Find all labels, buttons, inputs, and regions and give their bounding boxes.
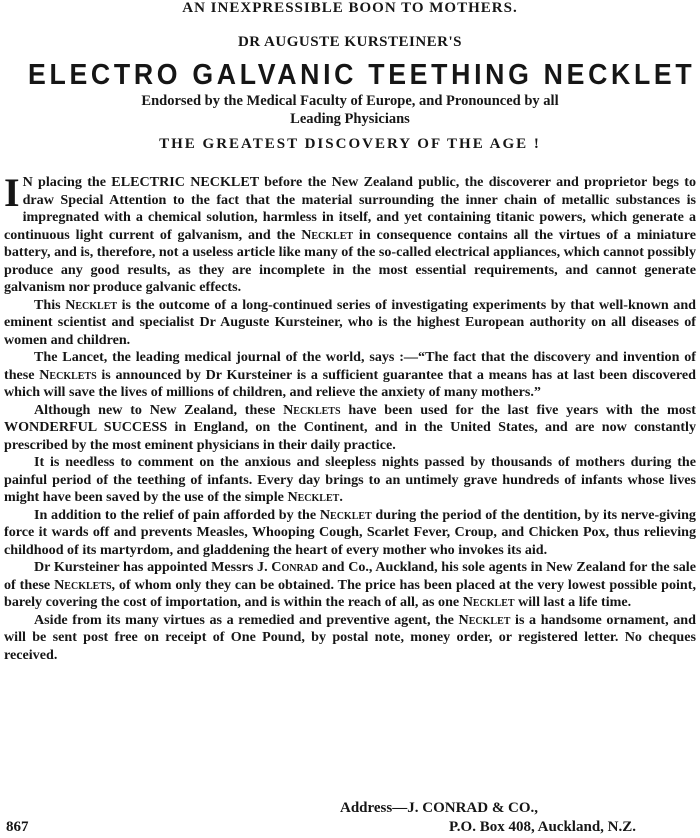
endorsement-line-2: Leading Physicians <box>290 111 410 127</box>
slogan: THE GREATEST DISCOVERY OF THE AGE ! <box>159 136 541 152</box>
product-title: ELECTRO GALVANIC TEETHING NECKLET <box>28 59 696 91</box>
ad-reference-number: 867 <box>6 819 29 835</box>
paragraph-origin: This Necklet is the outcome of a long-continued series of investigating experiments by that well-known and eminent scientist and specialist Dr Auguste Kursteiner, who is the highest European authority on all diseases of women and children. <box>4 296 696 348</box>
paragraph-lancet: The Lancet, the leading medical journal of the world, says :—“The fact that the discovery and invention of these Necklets is announced by Dr Kursteiner is a sufficient guarantee that a means has at last been discovered which will save the lives of millions of children, and relieve the anxiety of many mothers.” <box>4 349 696 400</box>
address-line: Address—J. CONRAD & CO., <box>340 800 539 816</box>
paragraph-relief: In addition to the relief of pain afforded by the Necklet during the period of the dentition, by its nerve-giving force it wards off and prevents Measles, Whooping Cough, Scarlet Fever, Croup, and Chicken Pox, thus relieving childhood of its martyrdom, and gladdening the heart of every mother who invokes its aid. <box>4 506 696 558</box>
paragraph-mothers: It is needless to comment on the anxious and sleepless nights passed by thousands of mothers during the painful period of the teething of infants. Every day brings to an untimely grave hundreds of infants whose lives might have been saved by the use of the simple Necklet. <box>4 454 696 505</box>
drop-cap: I <box>4 170 20 215</box>
paragraph-ornament: Aside from its many virtues as a remedied and preventive agent, the Necklet is a handsome ornament, and will be sent post free on receipt of One Pound, by postal note, money order, or registered letter. No cheques received. <box>4 611 696 663</box>
paragraph-success: Although new to New Zealand, these Necklets have been used for the last five years with the most WONDERFUL SUCCESS in England, on the Continent, and in the United States, and are now constantly prescribed by the most eminent physicians in their daily practice. <box>4 401 696 453</box>
advert-body <box>4 170 696 664</box>
paragraph-intro: I N placing the ELECTRIC NECKLET before the New Zealand public, the discoverer and proprietor begs to draw Special Attention to the fact that the material surrounding the inner chain of metallic substances is impregnated with a chemical solution, harmless in itself, and yet containing titanic powers, which generate a continuous light current of galvanism, and the Necklet in consequence contains all the virtues of a miniature battery, and is, therefore, not a useless article like many of the so-called electrical appliances, which cannot possibly produce any good results, as they are incomplete in the most essential requirements, and cannot generate galvanism nor produce galvanic effects. <box>4 170 696 295</box>
top-headline: AN INEXPRESSIBLE BOON TO MOTHERS. <box>182 0 518 16</box>
endorsement-line-1: Endorsed by the Medical Faculty of Europe, and Pronounced by all <box>141 93 559 109</box>
po-box-line: P.O. Box 408, Auckland, N.Z. <box>449 819 636 835</box>
paragraph-agents: Dr Kursteiner has appointed Messrs J. Conrad and Co., Auckland, his sole agents in New Zealand for the sale of these Necklets, of whom only they can be obtained. The price has been placed at the very lowest possible point, barely covering the cost of importation, and is within the reach of all, as one Necklet will last a life time. <box>4 559 696 610</box>
maker-line: DR AUGUSTE KURSTEINER'S <box>237 34 463 50</box>
